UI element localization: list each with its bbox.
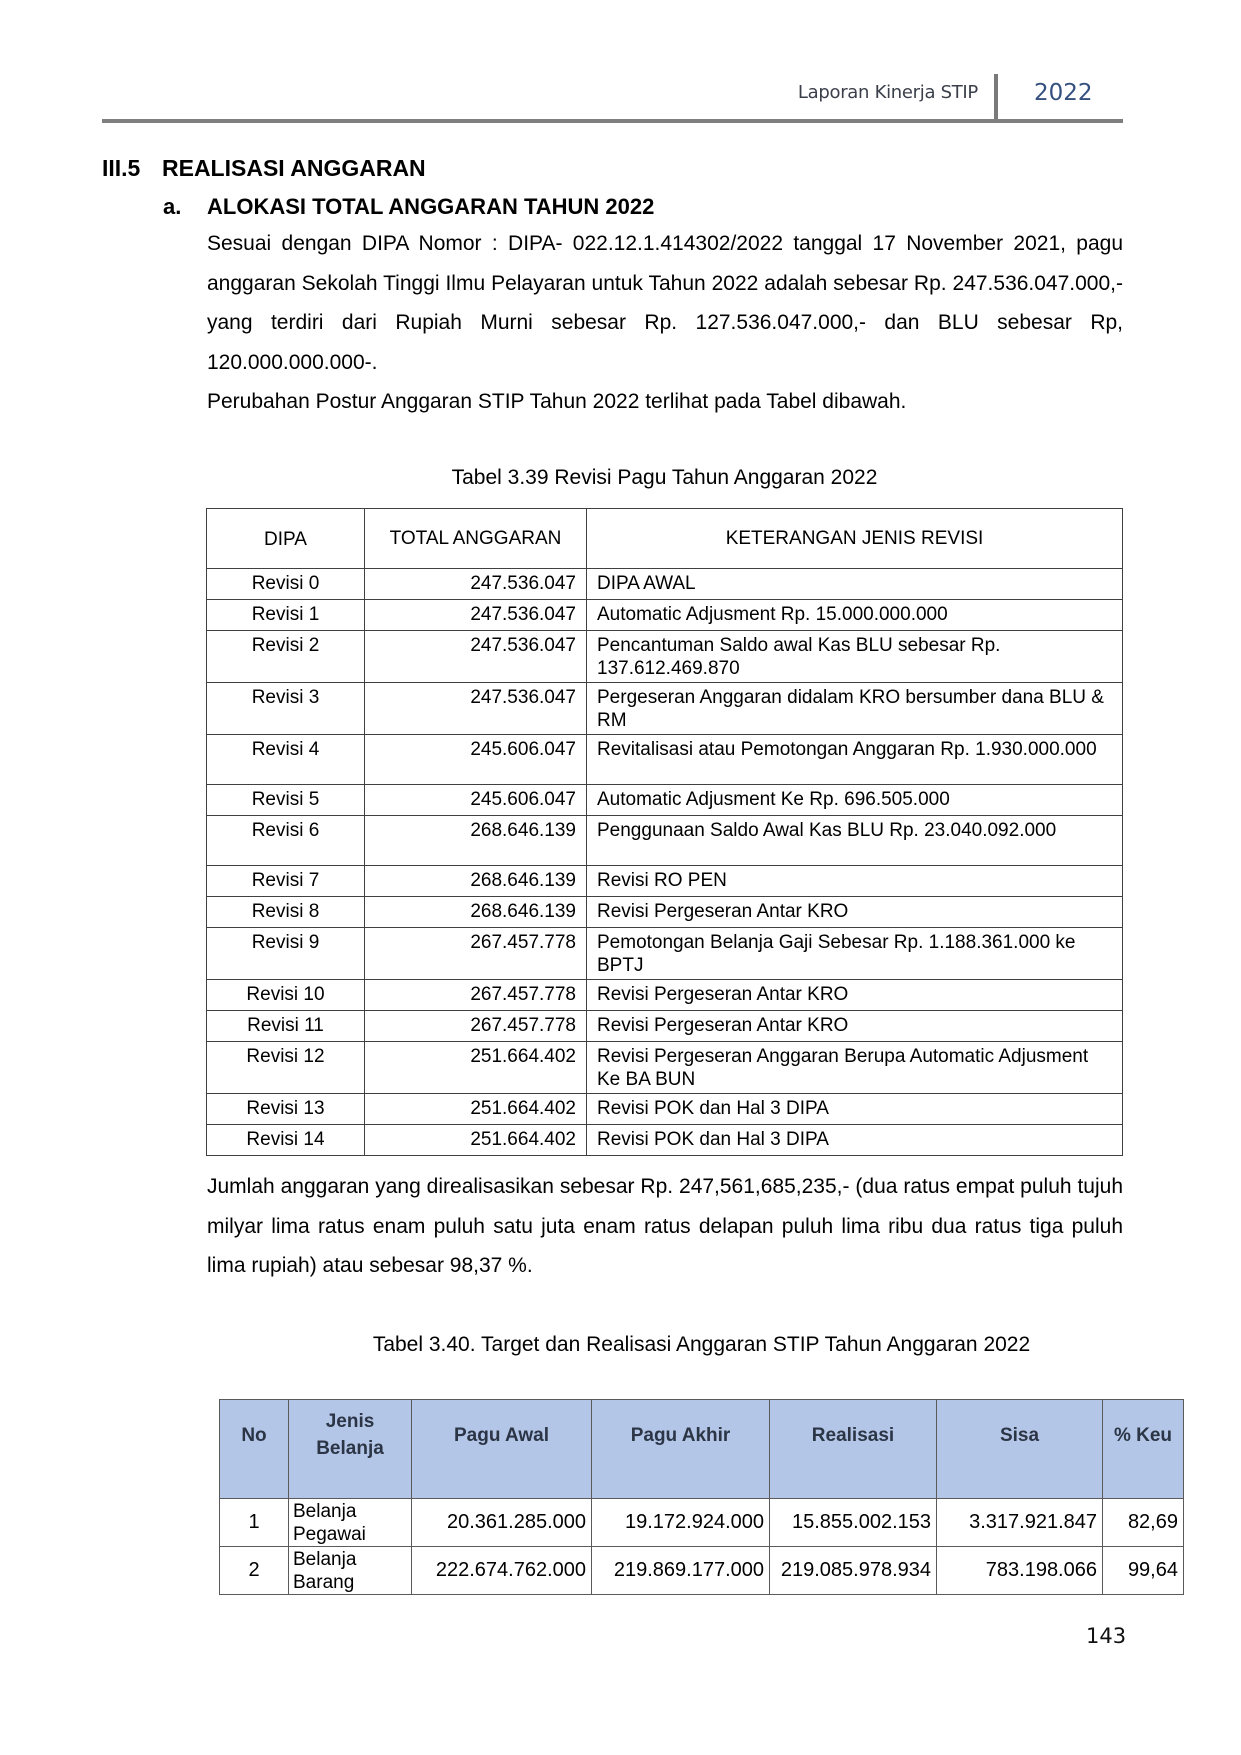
keterangan-cell: Pergeseran Anggaran didalam KRO bersumber dana BLU & RM <box>587 683 1123 735</box>
realisasi-cell: 15.855.002.153 <box>770 1499 937 1547</box>
keterangan-cell: Revitalisasi atau Pemotongan Anggaran Rp. 1.930.000.000 <box>587 735 1123 785</box>
table-realisasi-anggaran <box>219 1399 1184 1595</box>
header-sisa: Sisa <box>937 1400 1103 1499</box>
page-number: 143 <box>1086 1624 1127 1648</box>
report-title: Laporan Kinerja STIP <box>797 82 978 103</box>
table-row <box>207 1125 1123 1156</box>
dipa-cell: Revisi 5 <box>207 785 365 816</box>
dipa-cell: Revisi 9 <box>207 928 365 980</box>
header-divider <box>994 74 998 122</box>
dipa-cell: Revisi 8 <box>207 897 365 928</box>
sisa-cell: 3.317.921.847 <box>937 1499 1103 1547</box>
no-cell: 1 <box>220 1499 289 1547</box>
total-anggaran-cell: 247.536.047 <box>365 569 587 600</box>
dipa-cell: Revisi 3 <box>207 683 365 735</box>
keterangan-cell: Revisi Pergeseran Antar KRO <box>587 897 1123 928</box>
total-anggaran-cell: 245.606.047 <box>365 735 587 785</box>
dipa-cell: Revisi 12 <box>207 1042 365 1094</box>
table-row <box>207 1094 1123 1125</box>
table-header-row <box>207 509 1123 569</box>
header-no: No <box>220 1400 289 1499</box>
jenis-belanja-cell: Belanja Barang <box>289 1547 412 1595</box>
total-anggaran-cell: 267.457.778 <box>365 928 587 980</box>
header-total-anggaran: TOTAL ANGGARAN <box>365 509 587 569</box>
total-anggaran-cell: 247.536.047 <box>365 631 587 683</box>
pagu-akhir-cell: 19.172.924.000 <box>592 1499 770 1547</box>
total-anggaran-cell: 251.664.402 <box>365 1125 587 1156</box>
dipa-cell: Revisi 14 <box>207 1125 365 1156</box>
dipa-cell: Revisi 11 <box>207 1011 365 1042</box>
total-anggaran-cell: 247.536.047 <box>365 683 587 735</box>
table-row <box>207 928 1123 980</box>
postur-paragraph: Perubahan Postur Anggaran STIP Tahun 2022 terlihat pada Tabel dibawah. <box>207 390 907 413</box>
pagu-awal-cell: 20.361.285.000 <box>412 1499 592 1547</box>
dipa-cell: Revisi 4 <box>207 735 365 785</box>
header-keterangan: KETERANGAN JENIS REVISI <box>587 509 1123 569</box>
total-anggaran-cell: 245.606.047 <box>365 785 587 816</box>
header-pagu-akhir: Pagu Akhir <box>592 1400 770 1499</box>
persen-keu-cell: 82,69 <box>1103 1499 1184 1547</box>
total-anggaran-cell: 268.646.139 <box>365 816 587 866</box>
table-row <box>207 785 1123 816</box>
table-row <box>207 569 1123 600</box>
total-anggaran-cell: 251.664.402 <box>365 1094 587 1125</box>
dipa-cell: Revisi 1 <box>207 600 365 631</box>
table-row <box>207 735 1123 785</box>
no-cell: 2 <box>220 1547 289 1595</box>
table-revisi-caption: Tabel 3.39 Revisi Pagu Tahun Anggaran 2022 <box>451 466 878 489</box>
subsection-title: ALOKASI TOTAL ANGGARAN TAHUN 2022 <box>207 194 655 219</box>
pagu-akhir-cell: 219.869.177.000 <box>592 1547 770 1595</box>
keterangan-cell: Automatic Adjusment Ke Rp. 696.505.000 <box>587 785 1123 816</box>
keterangan-cell: Revisi Pergeseran Antar KRO <box>587 1011 1123 1042</box>
table-row <box>207 816 1123 866</box>
dipa-cell: Revisi 10 <box>207 980 365 1011</box>
report-year: 2022 <box>1034 80 1093 106</box>
header-persen-keu: % Keu <box>1103 1400 1184 1499</box>
header-pagu-awal: Pagu Awal <box>412 1400 592 1499</box>
total-anggaran-cell: 268.646.139 <box>365 866 587 897</box>
table-row <box>207 1011 1123 1042</box>
keterangan-cell: Penggunaan Saldo Awal Kas BLU Rp. 23.040.092.000 <box>587 816 1123 866</box>
total-anggaran-cell: 267.457.778 <box>365 1011 587 1042</box>
total-anggaran-cell: 267.457.778 <box>365 980 587 1011</box>
table-row <box>220 1499 1184 1547</box>
keterangan-cell: Automatic Adjusment Rp. 15.000.000.000 <box>587 600 1123 631</box>
table-row <box>207 980 1123 1011</box>
keterangan-cell: Revisi RO PEN <box>587 866 1123 897</box>
intro-paragraph: Sesuai dengan DIPA Nomor : DIPA- 022.12.1.414302/2022 tanggal 17 November 2021, pagu anggaran Sekolah Tinggi Ilmu Pelayaran untuk Tahun 2022 adalah sebesar Rp. 247.536.047.000,- yang terdiri dari Rupiah Murni sebesar Rp. 127.536.047.000,- dan BLU sebesar Rp, 120.000.000.000-. <box>207 232 1123 374</box>
keterangan-cell: Revisi Pergeseran Anggaran Berupa Automatic Adjusment Ke BA BUN <box>587 1042 1123 1094</box>
dipa-cell: Revisi 6 <box>207 816 365 866</box>
keterangan-cell: Revisi Pergeseran Antar KRO <box>587 980 1123 1011</box>
table-row <box>207 1042 1123 1094</box>
keterangan-cell: Pemotongan Belanja Gaji Sebesar Rp. 1.188.361.000 ke BPTJ <box>587 928 1123 980</box>
dipa-cell: Revisi 13 <box>207 1094 365 1125</box>
total-anggaran-cell: 247.536.047 <box>365 600 587 631</box>
pagu-awal-cell: 222.674.762.000 <box>412 1547 592 1595</box>
header-jenis-belanja: Jenis Belanja <box>289 1400 412 1499</box>
dipa-cell: Revisi 0 <box>207 569 365 600</box>
sisa-cell: 783.198.066 <box>937 1547 1103 1595</box>
subsection-letter: a. <box>163 194 182 219</box>
keterangan-cell: Pencantuman Saldo awal Kas BLU sebesar Rp. 137.612.469.870 <box>587 631 1123 683</box>
persen-keu-cell: 99,64 <box>1103 1547 1184 1595</box>
jenis-belanja-cell: Belanja Pegawai <box>289 1499 412 1547</box>
total-anggaran-cell: 251.664.402 <box>365 1042 587 1094</box>
dipa-cell: Revisi 2 <box>207 631 365 683</box>
table-row <box>207 866 1123 897</box>
table-row <box>207 897 1123 928</box>
table-header-row <box>220 1400 1184 1499</box>
realisasi-cell: 219.085.978.934 <box>770 1547 937 1595</box>
header-rule <box>102 119 1123 123</box>
table-row <box>220 1547 1184 1595</box>
table-revisi-pagu <box>206 508 1123 1156</box>
keterangan-cell: DIPA AWAL <box>587 569 1123 600</box>
realisasi-paragraph: Jumlah anggaran yang direalisasikan sebesar Rp. 247,561,685,235,- (dua ratus empat puluh tujuh milyar lima ratus enam puluh satu juta enam ratus delapan puluh lima ribu dua ratus tiga puluh lima rupiah) atau sebesar 98,37 %. <box>207 1175 1123 1277</box>
table-realisasi-caption: Tabel 3.40. Target dan Realisasi Anggaran STIP Tahun Anggaran 2022 <box>372 1333 1031 1356</box>
keterangan-cell: Revisi POK dan Hal 3 DIPA <box>587 1094 1123 1125</box>
table-row <box>207 600 1123 631</box>
header-dipa: DIPA <box>207 509 365 569</box>
dipa-cell: Revisi 7 <box>207 866 365 897</box>
section-number: III.5 <box>102 155 141 181</box>
table-row <box>207 683 1123 735</box>
table-row <box>207 631 1123 683</box>
total-anggaran-cell: 268.646.139 <box>365 897 587 928</box>
header-realisasi: Realisasi <box>770 1400 937 1499</box>
section-title: REALISASI ANGGARAN <box>162 155 426 181</box>
keterangan-cell: Revisi POK dan Hal 3 DIPA <box>587 1125 1123 1156</box>
